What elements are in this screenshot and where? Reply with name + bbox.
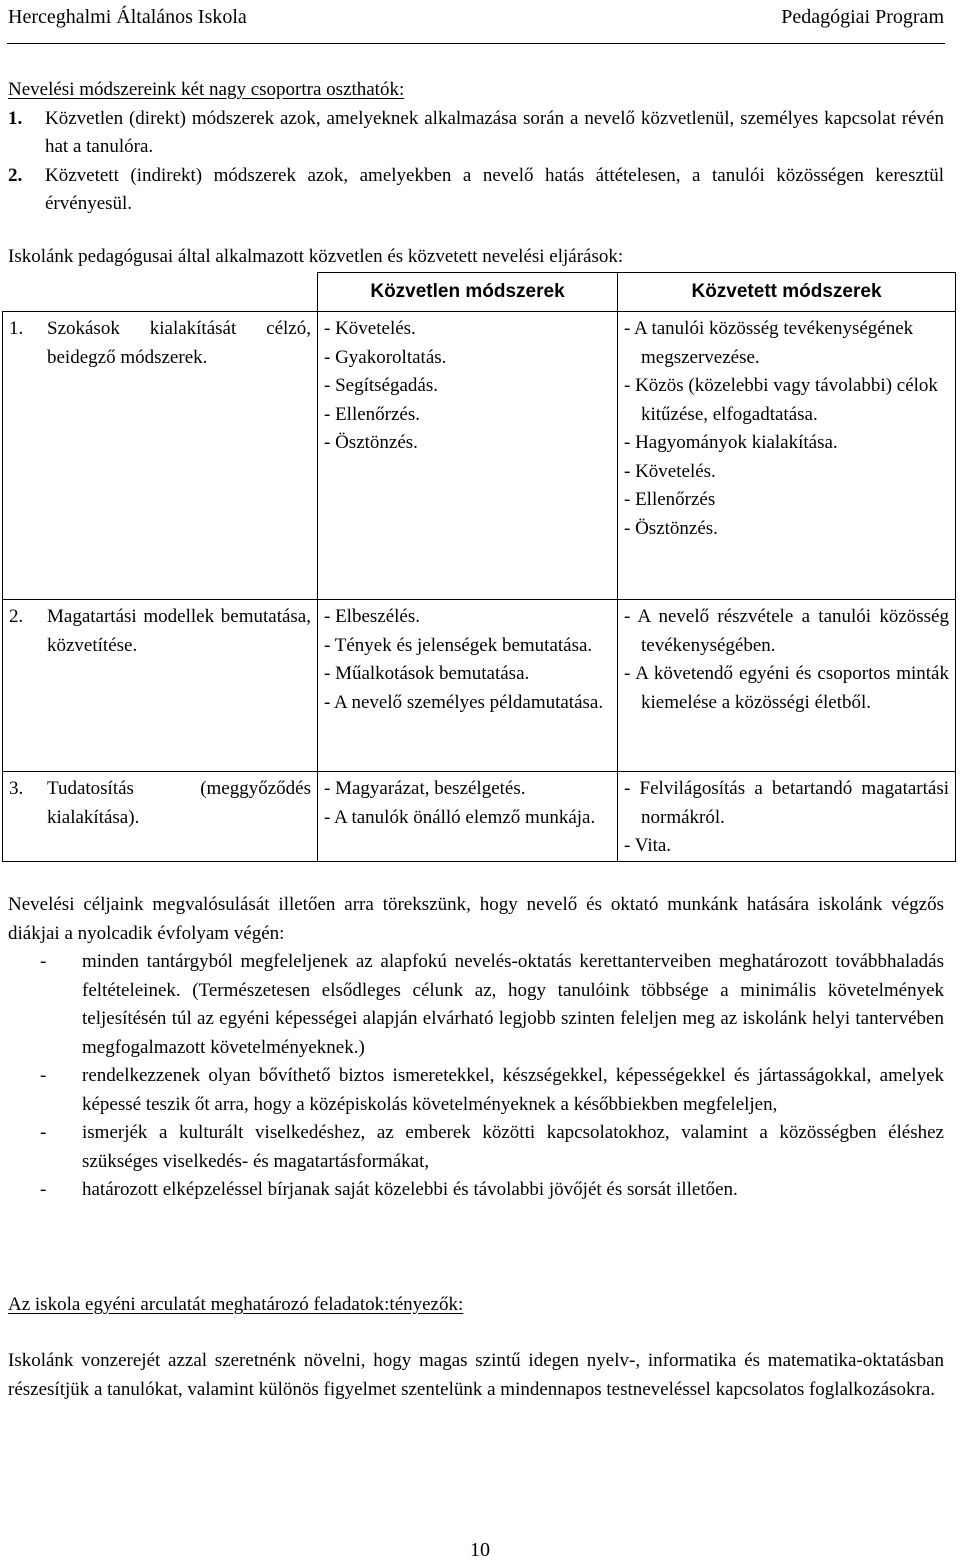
school-name: Herceghalmi Általános Iskola: [8, 6, 247, 28]
list-text: Közvetett (indirekt) módszerek azok, amelyekben a nevelő hatás áttételesen, a tanulói közösségen keresztül érvényesül.: [45, 164, 944, 214]
list-item: - Magyarázat, beszélgetés.: [324, 778, 526, 799]
table-header-row: [3, 273, 956, 312]
table-header-direct: Közvetlen módszerek: [318, 273, 618, 312]
table-header-empty: [3, 273, 318, 312]
direct-methods-cell: [318, 772, 618, 862]
list-item: - Vita.: [624, 835, 672, 856]
category-cell: [3, 312, 318, 600]
category-number: 1.: [9, 318, 24, 339]
list-item: - Tények és jelenségek bemutatása.: [324, 634, 593, 656]
category-number: 3.: [9, 778, 24, 799]
list-item: - A tanulók önálló elemző munkája.: [324, 806, 596, 828]
category-number: 2.: [9, 606, 24, 627]
indirect-methods-cell: [618, 772, 956, 862]
methods-heading: Nevelési módszereink két nagy csoportra oszthatók:: [8, 79, 405, 100]
category-text: Szokások kialakítását célzó, beidegző módszerek.: [47, 318, 311, 368]
list-item: - Hagyományok kialakítása.: [624, 432, 838, 453]
dash-bullet: -: [40, 1122, 47, 1143]
list-item: - Műalkotások bemutatása.: [324, 663, 530, 684]
list-text: rendelkezzenek olyan bővíthető biztos ismeretekkel, készségekkel, képességekkel és jártasságokkal, amelyek képessé teszik őt arra, hogy a középiskolás követelményeknek a későbbiekben megfeleljen,: [82, 1065, 944, 1115]
list-item: - A tanulói közösség tevékenységének megszervezése.: [624, 318, 914, 368]
goals-intro: Nevelési céljaink megvalósulását illetően arra törekszünk, hogy nevelő és oktató munkánk hatására iskolánk végzős diákjai a nyolcadik évfolyam végén:: [8, 894, 944, 944]
dash-bullet: -: [40, 1065, 47, 1086]
list-text: minden tantárgyból megfeleljenek az alapfokú nevelés-oktatás kerettanterveiben meghatározott továbbhaladás feltételeinek. (Természetesen elsődleges célunk az, hogy tanulóink többsége a minimális követelmények teljesítésén túl az egyéni képességei alapján elvárható legjobb szinten feleljen meg az iskolánk helyi tantervében megfogalmazott követelményeknek.): [82, 951, 944, 1058]
table-row: [3, 312, 956, 600]
goals-section: [8, 891, 944, 1205]
indirect-methods-cell: [618, 600, 956, 772]
dash-bullet: -: [40, 951, 47, 972]
category-cell: [3, 772, 318, 862]
table-row: [3, 600, 956, 772]
list-item: [8, 162, 944, 219]
header-divider: [7, 43, 945, 44]
list-item: - A nevelő részvétele a tanulói közösség tevékenységében.: [624, 606, 949, 656]
list-item: - Ellenőrzés.: [324, 403, 421, 425]
dash-bullet: -: [40, 1179, 47, 1200]
document-title: Pedagógiai Program: [781, 6, 944, 28]
list-item: - Ellenőrzés: [624, 489, 716, 510]
list-item: - Ösztönzés.: [324, 432, 418, 453]
list-number: 1.: [8, 107, 23, 129]
table-header-indirect: Közvetett módszerek: [618, 273, 956, 312]
list-item: [8, 1176, 944, 1205]
list-item: [8, 948, 944, 1062]
list-item: [8, 1119, 944, 1176]
list-number: 2.: [8, 164, 23, 186]
direct-methods-cell: [318, 312, 618, 600]
list-item: - Követelés.: [324, 318, 416, 339]
profile-text: Iskolánk vonzerejét azzal szeretnénk növelni, hogy magas szintű idegen nyelv-, informatika és matematika-oktatásban részesítjük a tanulókat, valamint különös figyelmet szentelünk a mindennapos testneveléssel kapcsolatos foglalkozásokra.: [8, 1350, 944, 1400]
list-text: ismerjék a kulturált viselkedéshez, az emberek közötti kapcsolatokhoz, valamint a közösségben éléshez szükséges viselkedés- és magatartásformákat,: [82, 1122, 944, 1172]
direct-methods-cell: [318, 600, 618, 772]
category-cell: [3, 600, 318, 772]
list-item: - A nevelő személyes példamutatása.: [324, 691, 604, 713]
methods-intro: [8, 76, 944, 219]
category-text: Tudatosítás (meggyőződés kialakítása).: [47, 778, 311, 828]
page-header: [8, 2, 944, 34]
category-text: Magatartási modellek bemutatása, közvetítése.: [47, 606, 311, 656]
list-item: - Felvilágosítás a betartandó magatartási normákról.: [624, 778, 949, 828]
list-item: - Követelés.: [624, 460, 716, 482]
list-text: határozott elképzeléssel bírjanak saját közelebbi és távolabbi jövőjét és sorsát illetően.: [82, 1179, 738, 1200]
list-item: [8, 1062, 944, 1119]
methods-table: [2, 272, 956, 862]
profile-heading: Az iskola egyéni arculatát meghatározó feladatok:tényezők:: [8, 1294, 464, 1315]
table-row: [3, 772, 956, 862]
list-item: - Ösztönzés.: [624, 517, 718, 539]
methods-list: [8, 105, 944, 219]
list-item: - Elbeszélés.: [324, 606, 421, 627]
table-caption: Iskolánk pedagógusai által alkalmazott közvetlen és közvetett nevelési eljárások:: [8, 246, 624, 267]
page-number: 10: [470, 1539, 490, 1561]
list-text: Közvetlen (direkt) módszerek azok, amelyeknek alkalmazása során a nevelő közvetlenül, személyes kapcsolat révén hat a tanulóra.: [45, 107, 944, 157]
indirect-methods-cell: [618, 312, 956, 600]
list-item: - A követendő egyéni és csoportos minták kiemelése a közösségi életből.: [624, 663, 949, 713]
list-item: - Gyakoroltatás.: [324, 346, 447, 368]
goals-list: [8, 948, 944, 1205]
list-item: [8, 105, 944, 162]
list-item: - Segítségadás.: [324, 375, 438, 396]
list-item: - Közös (közelebbi vagy távolabbi) célok kitűzése, elfogadtatása.: [624, 375, 938, 425]
